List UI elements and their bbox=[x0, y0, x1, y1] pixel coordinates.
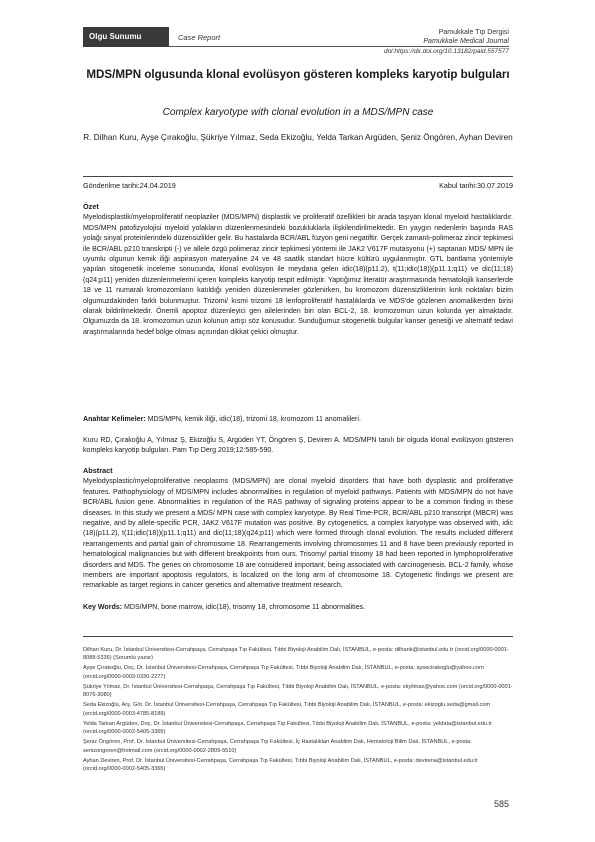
journal-name bbox=[423, 28, 509, 46]
key-words-label: Key Words: bbox=[83, 604, 123, 611]
key-words-text: MDS/MPN, bone marrow, idic(18), trisomy 18, chromosome 11 abnormalities. bbox=[122, 604, 366, 611]
footnote-item: Dilhan Kuru, Dr. İstanbul Üniversitesi-Cerrahpaşa, Cerrahpaşa Tıp Fakültesi, Tıbbi Biyoloji Anabilim Dalı, İSTANBUL, e-posta: dilhank@istanbul.edu.tr (orcid.org/0000-0001-8088-5336) (Sorumlu yazar) bbox=[83, 647, 509, 662]
footnote-item: Şeniz Öngören, Prof. Dr. İstanbul Üniversitesi-Cerrahpaşa, Cerrahpaşa Tıp Fakültesi, İç Hastalıkları Anabilim Dalı, Hematoloji Bilim Dalı, İSTANBUL, e-posta: senizongoren@hotmail.com (orcid.org/0000-0002-2809-5510) bbox=[83, 739, 472, 754]
key-words bbox=[83, 603, 513, 613]
footnote-item: Yelda Tarkan Argüden, Doç. Dr. İstanbul Üniversitesi-Cerrahpaşa, Cerrahpaşa Tıp Fakültesi, Tıbbi Biyoloji Anabilim Dalı, İSTANBUL, e-posta: yeldata@istanbul.edu.tr (orcid.org/0000-0002-5405-3365) bbox=[83, 720, 492, 736]
citation-text: Kuru RD, Çırakoğlu A, Yılmaz Ş, Ekizoğlu S, Argüden YT, Öngören Ş, Deviren A. MDS/MPN tanılı bir olguda klonal evolüsyon gösteren kompleks karyotip bulguları. Pam Tıp Derg 2019;12:585-590. bbox=[83, 437, 513, 455]
journal-name-en[interactable]: Pamukkale Medical Journal bbox=[423, 38, 509, 45]
article-title-en: Complex karyotype with clonal evolution in a MDS/MPN case bbox=[162, 107, 434, 118]
author-affiliations bbox=[83, 646, 513, 775]
abstract-text: Myelodysplastic/myeloproliferative neoplasms (MDS/MPN) are clonal myeloid disorders that have both dysplastic and proliferative features. Pathophysiology of MDS/MPN includes abnormalities in regulation of myeloid pathways. Patients with MDS/MPN do not have BCR/ABL fusion gene. Abnormalities in regulation of the RAS pathway of signaling proteins appear to be a common finding in these diseases. In this study we present a MDS/ MPN case with complex karyotype. By Real Time-PCR, BCR/ABL p210 transcript (MBCR) was negative, and by allele-specific PCR, JAK2 V617F mutation was positive. By cytogenetics, a complex karyotype was observed with, idic (18)(p11.2), t(11;idic(18))(p11.1;q11) and dic(11;18)(q24;p11) which were formed through clonal evolution. The results included different rearrangements and partial gain of chromosome 18. Rearrangements involving chromosomes 11 and 8 have been previously reported in hematological malignancies but with different breakpoints from ours. Trisomy/ partial trisomy 18 had been reported in lymphoproliferative disorders and MDS. The genes on chromosome 18 are considered important, being associated with carcinogenesis. BCL-2 family, whose members are important apoptosis regulators, is localized on the long arm of chromosome 18. Cytogenetic findings we present are remarkable as target regions in cancer genetics and alternative treatment research. bbox=[83, 478, 513, 590]
citation bbox=[83, 436, 513, 457]
ozet-text: Myelodisplastik/myeloproliferatif neoplaziler (MDS/MPN) displastik ve proliferatif özellikleri bir arada taşıyan klonal myeloid hastalıklardır. MDS/MPN patofizyolojisi myeloid yolakların düzenlenmesindeki bozukluklarla ilişkilendirilmektedir. En yaygın nedenlerin başında RAS yolağı sinyal proteinlerindeki düzensizlikler gelir. Bu hastalarda BCR/ABL füzyon geni negatiftir. Gerçek zamanlı-polimeraz zincir tepkimesi ile BCR/ABL p210 transkripti (-) ve allele özgü polimeraz zincir tepkimesi yöntemi ile JAK2 V617F mutasyonu (+) saptanan MDS/ MPN ile uyumlu olgunun kemik iliği aspirasyon materyaline 24 ve 48 saatlik standart hücre kültürü uygulanmıştır. GTL bantlama yöntemiyle yapılan sitogenetik inceleme sonucunda, klonal evolüsyon ile meydana gelen idic(18)(p11.2), t(11;idic(18))(p11.1;q11) ve dic(11;18)(q24;p11) yeniden düzenlenmelerini içeren kompleks karyotip tespit edilmiştir. Yaptığımız literatür araştırmasında hematolojik kanserlerde 18 ve 11 numaralı kromozomların katıldığı yeniden düzenlenmeler gözlenirken, bu kromozom düzensizliklerinin kırık noktaları bizim olgumuzdakinden farklı bulunmuştur. Trizomi/ kısmi trizomi 18 lenfoproliferatif hastalıklarda ve MDS'de gözlenen anomalikerden birisi olarak bildirilmektedir. Önemli apoptoz düzenleyici gen ailelerinden biri olan BCL-2, 18. kromozomun uzun kolunda yer almaktadır. Olgumuzda da 18. kromozomun uzun kolunun artışı söz konusudur. Sunduğumuz sitogenetik bulgular kanser genetiği ve alternatif tedavi araştırmalarında hedef bölge olması açısından dikkat çekici olmuştur. bbox=[83, 214, 513, 336]
footnote-item: Ayşe Çırakoğlu, Doç. Dr. İstanbul Üniversitesi-Cerrahpaşa, Cerrahpaşa Tıp Fakültesi, Tıbbi Biyoloji Anabilim Dalı, İSTANBUL, e-posta: aysecirakoglu@yahoo.com (orcid.org/0000-0003-0330-2277) bbox=[83, 665, 484, 680]
anahtar-kelimeler bbox=[83, 415, 513, 425]
doi-link[interactable]: doi:https://dx.doi.org/10.13182/paid.557577 bbox=[383, 48, 509, 55]
anahtar-label: Anahtar Kelimeler: bbox=[83, 416, 146, 423]
footnote-divider bbox=[83, 636, 513, 637]
footnote-item: Şükriye Yılmaz, Dr. İstanbul Üniversitesi-Cerrahpaşa, Cerrahpaşa Tıp Fakültesi, Tıbbi Biyoloji Anabilim Dalı, İSTANBUL, e-posta: skyilmaz@yahoo.com (orcid.org/0000-0001-8076-3080) bbox=[83, 683, 513, 699]
accepted-date: Kabul tarihi:30.07.2019 bbox=[439, 181, 513, 190]
abstract-heading: Abstract bbox=[83, 466, 113, 475]
received-date: Gönderilme tarihi:24.04.2019 bbox=[83, 181, 176, 190]
anahtar-text: MDS/MPN, kemik iliği, idic(18), trizomi 18, kromozom 11 anomalileri. bbox=[145, 416, 361, 423]
ozet-heading: Özet bbox=[83, 202, 99, 211]
article-title-tr: MDS/MPN olgusunda klonal evolüsyon gösteren kompleks karyotip bulguları bbox=[86, 68, 510, 81]
divider-top bbox=[83, 176, 513, 177]
article-type-label: Case Report bbox=[178, 33, 221, 42]
submission-dates bbox=[83, 181, 513, 190]
header-divider bbox=[169, 46, 509, 47]
footnote-item: Seda Ekizoğlu, Arş. Gör. Dr. İstanbul Üniversitesi-Cerrahpaşa, Cerrahpaşa Tıp Fakültesi, Tıbbi Biyoloji Anabilim Dalı, İSTANBUL, e-posta: ekizoglu.seda@gmail.com (orcid.org/0000-0003-4785-8189) bbox=[83, 702, 491, 717]
author-list: R. Dilhan Kuru, Ayşe Çırakoğlu, Şükriye Yılmaz, Seda Ekizoğlu, Yelda Tarkan Argüden, Şeniz Öngören, Ayhan Deviren bbox=[83, 133, 513, 142]
ozet-section bbox=[83, 202, 513, 338]
abstract-section bbox=[83, 466, 513, 592]
journal-name-tr: Pamukkale Tıp Dergisi bbox=[438, 29, 509, 36]
article-category-badge: Olgu Sunumu bbox=[83, 27, 169, 47]
page-number: 585 bbox=[493, 799, 509, 809]
footnote-item: Ayhan Deviren, Prof. Dr. İstanbul Üniversitesi-Cerrahpaşa, Cerrahpaşa Tıp Fakültesi, Tıbbi Biyoloji Anabilim Dalı, İSTANBUL, e-posta: devirena@istanbul.edu.tr (orcid.org/0000-0002-5405-3365) bbox=[83, 757, 478, 773]
